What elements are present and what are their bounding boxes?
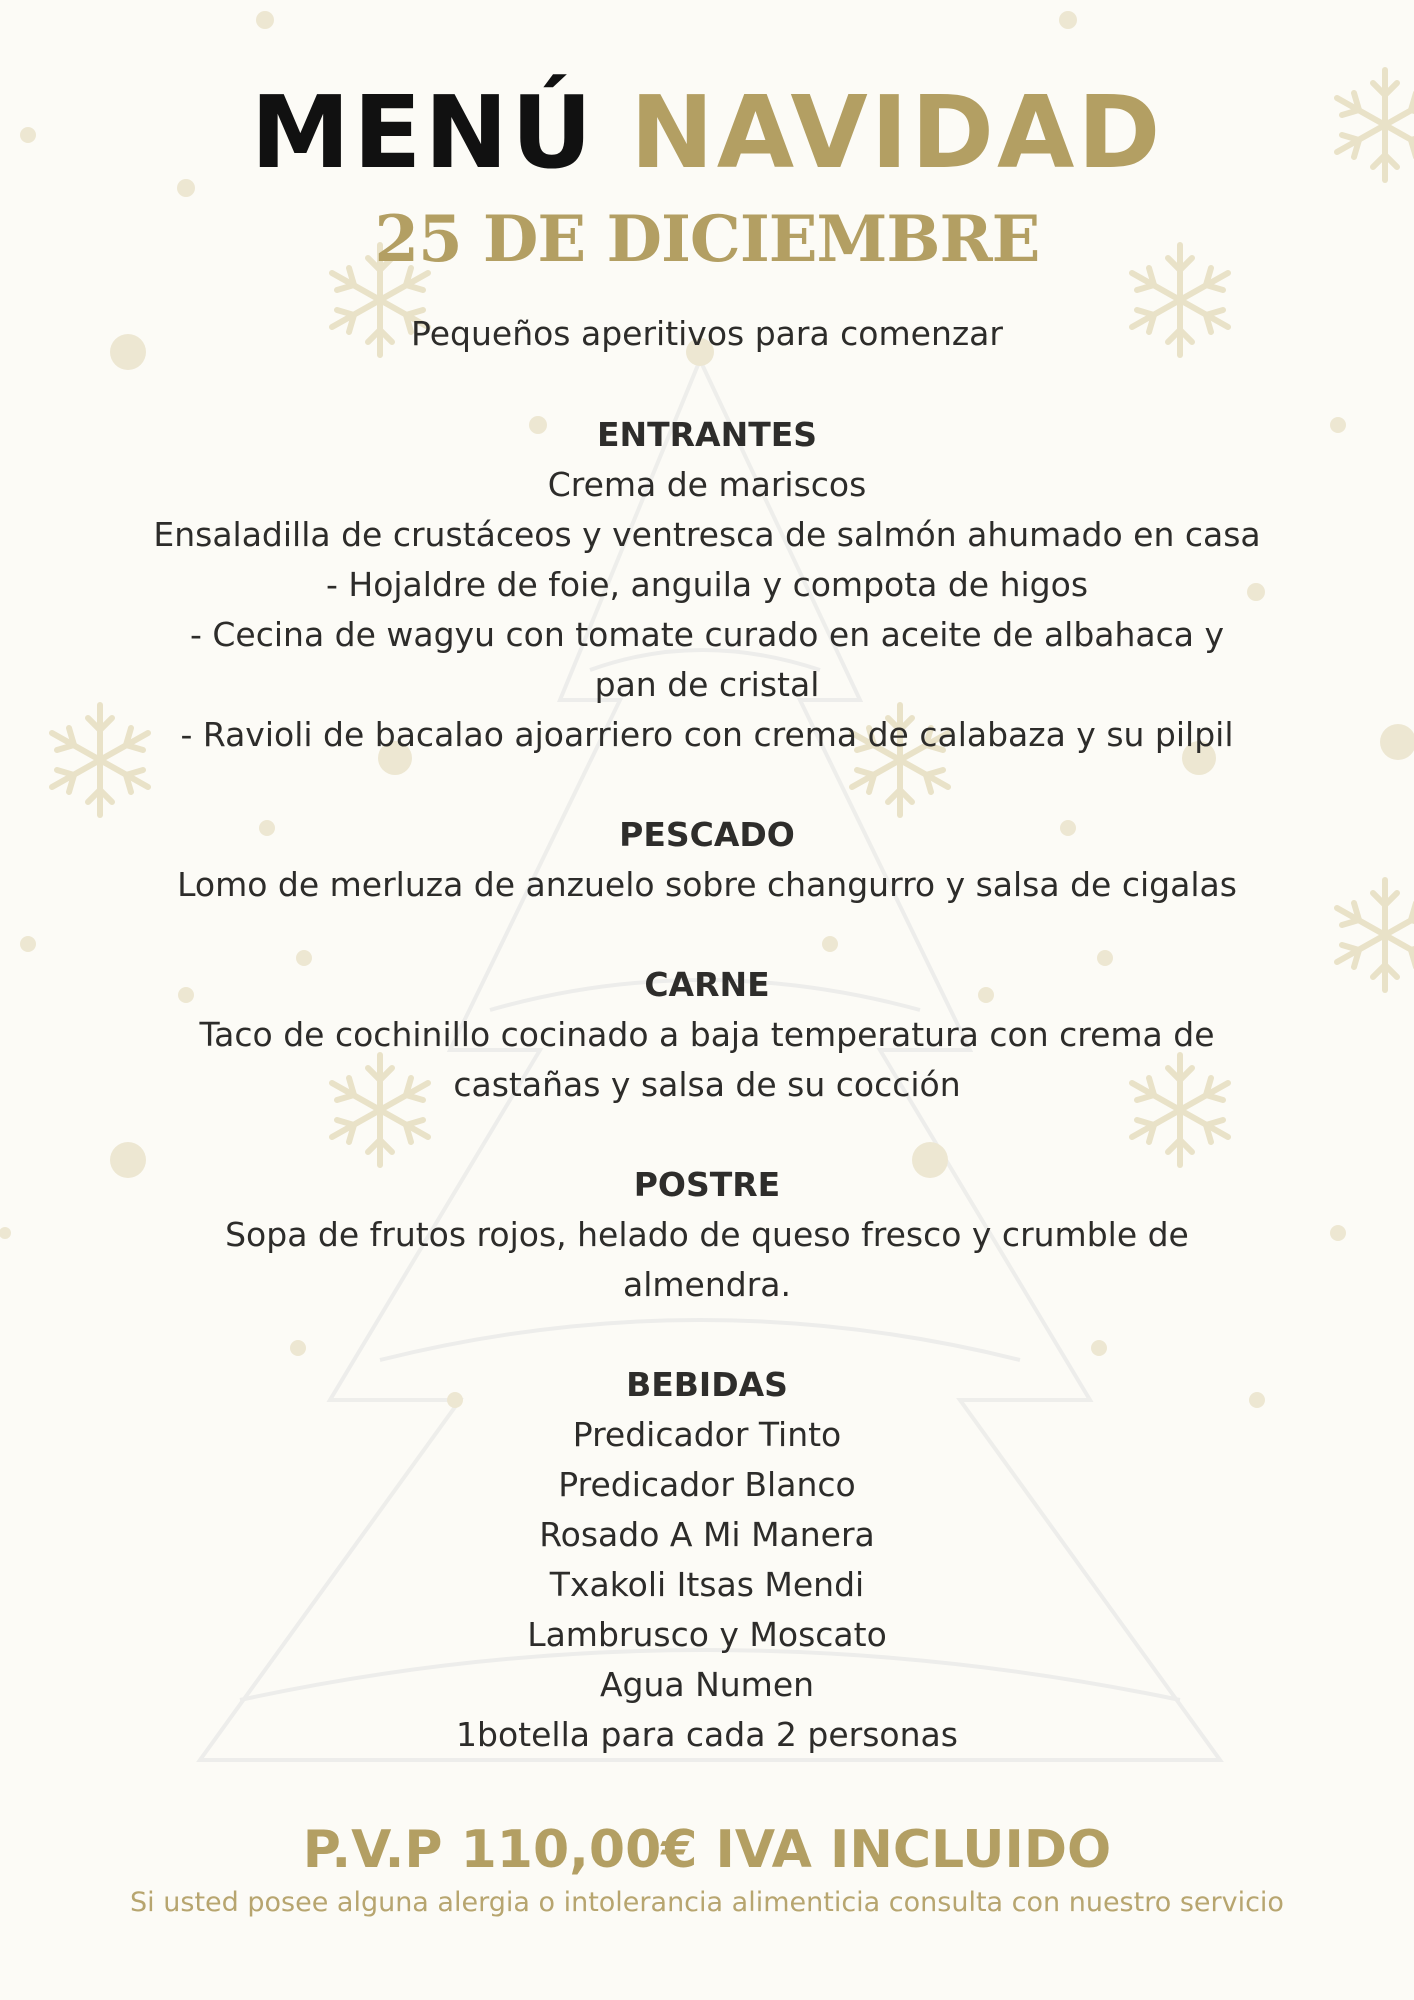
dish-line: Sopa de frutos rojos, helado de queso fresco y crumble de	[225, 1215, 1189, 1254]
drink-line: Agua Numen	[599, 1665, 815, 1704]
dish-line: pan de cristal	[594, 665, 820, 704]
title-word-menu: MENÚ	[250, 74, 596, 191]
section-heading: ENTRANTES	[596, 415, 818, 454]
section-heading: POSTRE	[633, 1165, 781, 1204]
dish-line: - Cecina de wagyu con tomate curado en aceite de albahaca y	[189, 615, 1225, 654]
section-carne	[0, 960, 1414, 1110]
dish-line: castañas y salsa de su cocción	[453, 1065, 961, 1104]
section-heading: BEBIDAS	[626, 1365, 788, 1404]
section-heading: CARNE	[644, 965, 770, 1004]
menu-title	[0, 74, 1414, 192]
dish-line: Lomo de merluza de anzuelo sobre changurro y salsa de cigalas	[177, 865, 1237, 904]
drink-line: 1botella para cada 2 personas	[456, 1715, 958, 1754]
section-postre	[0, 1160, 1414, 1310]
allergy-note: Si usted posee alguna alergia o intolerancia alimenticia consulta con nuestro servicio	[130, 1887, 1284, 1918]
title-word-navidad: NAVIDAD	[630, 74, 1164, 191]
drink-line: Predicador Tinto	[572, 1415, 842, 1454]
section-heading: PESCADO	[619, 815, 795, 854]
dish-line: - Ravioli de bacalao ajoarriero con crema de calabaza y su pilpil	[180, 715, 1234, 754]
section-pescado	[0, 810, 1414, 910]
dish-line: almendra.	[623, 1265, 791, 1304]
dish-line: Crema de mariscos	[547, 465, 867, 504]
drink-line: Rosado A Mi Manera	[539, 1515, 875, 1554]
price-line: P.V.P 110,00€ IVA INCLUIDO	[302, 1820, 1112, 1880]
dish-line: Ensaladilla de crustáceos y ventresca de salmón ahumado en casa	[153, 515, 1261, 554]
section-bebidas	[0, 1360, 1414, 1760]
section-entrantes	[0, 410, 1414, 760]
menu-date: 25 DE DICIEMBRE	[374, 202, 1040, 277]
dish-line: - Hojaldre de foie, anguila y compota de higos	[325, 565, 1089, 604]
drink-line: Predicador Blanco	[558, 1465, 856, 1504]
drink-line: Txakoli Itsas Mendi	[549, 1565, 865, 1604]
drink-line: Lambrusco y Moscato	[527, 1615, 887, 1654]
aperitivos-line: Pequeños aperitivos para comenzar	[411, 314, 1003, 353]
dish-line: Taco de cochinillo cocinado a baja temperatura con crema de	[199, 1015, 1215, 1054]
